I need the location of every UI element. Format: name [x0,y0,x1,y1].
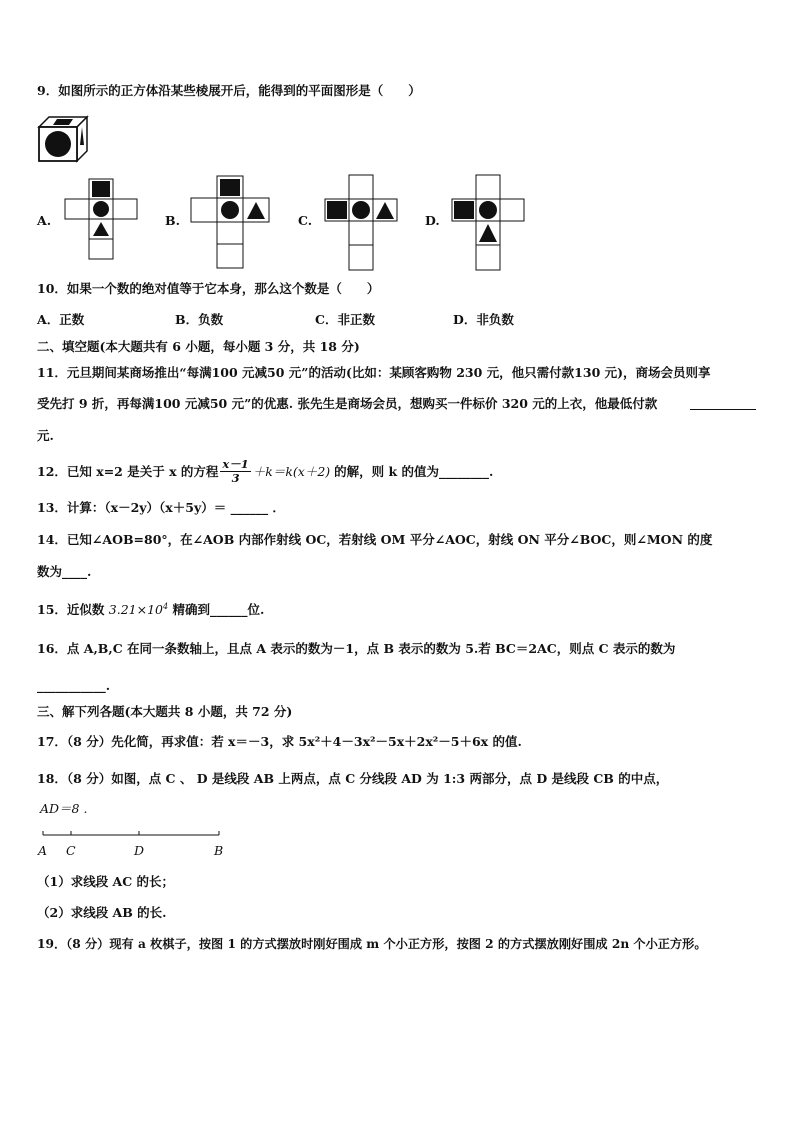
q11-line-1: 11．元旦期间某商场推出“每满100 元减50 元”的活动(比如：某顾客购物 230 元，他只需付款130 元)，商场会员则享 [37,365,711,380]
net-option-b[interactable] [190,175,272,271]
q18-line-2: AD＝8 . [40,801,88,816]
q17: 17．（8 分）先化简，再求值：若 x＝－3，求 5x²＋4－3x²－5x＋2x²－5＋6x 的值. [37,734,522,749]
q18-sub-1: （1）求线段 AC 的长； [37,874,175,889]
q15-prefix: 15．近似数 [37,602,105,618]
q16-line-2: ___________. [37,678,111,693]
q15 [37,598,264,619]
q10-option-c[interactable]: C．非正数 [315,312,375,327]
section-2-heading: 二、填空题(本大题共有 6 小题，每小题 3 分，共 18 分) [37,339,360,354]
q12-equation-rest: ＋k＝k(x＋2) [252,463,331,479]
q10-option-b[interactable]: B．负数 [175,312,224,327]
q10-option-a[interactable]: A．正数 [37,312,85,327]
q12-fraction-denominator: 3 [231,471,240,485]
q16-line-1: 16．点 A,B,C 在同一条数轴上，且点 A 表示的数为－1，点 B 表示的数为 5.若 BC＝2AC，则点 C 表示的数为 [37,641,676,656]
net-option-a[interactable] [62,178,142,260]
q13: 13．计算：（x－2y）（x＋5y）＝ ______ ． [37,500,285,515]
q9-option-c-label[interactable]: C. [298,213,313,228]
point-label-a: A [38,843,48,858]
q14-line-1: 14．已知∠AOB=80°，在∠AOB 内部作射线 OC，若射线 OM 平分∠AOC，射线 ON 平分∠BOC，则∠MON 的度 [37,532,713,547]
net-option-d[interactable] [450,174,528,272]
q9-option-b-label[interactable]: B. [165,213,180,228]
q18-line-1: 18．（8 分）如图，点 C 、 D 是线段 AB 上两点，点 C 分线段 AD 为 1:3 两部分，点 D 是线段 CB 的中点， [37,771,669,786]
net-option-c[interactable] [323,174,403,272]
q9-option-a-label[interactable]: A. [37,213,52,228]
q12-prefix: 12．已知 x=2 是关于 x 的方程 [37,463,219,479]
point-label-d: D [134,843,145,858]
q19: 19．（8 分）现有 a 枚棋子，按图 1 的方式摆放时刚好围成 m 个小正方形，按图 2 的方式摆放刚好围成 2n 个小正方形。 [37,937,707,951]
q10-option-d[interactable]: D．非负数 [453,312,514,327]
section-3-heading: 三、解下列各题(本大题共 8 小题，共 72 分) [37,704,293,719]
q10-stem: 10．如果一个数的绝对值等于它本身，那么这个数是（ ） [37,281,380,296]
q9-option-d-label[interactable]: D. [425,213,440,228]
q9-stem: 9．如图所示的正方体沿某些棱展开后，能得到的平面图形是（ ） [37,83,421,98]
q12-fraction-numerator: x－1 [222,457,249,471]
point-label-b: B [214,843,224,858]
q12 [37,458,493,485]
q15-suffix: 精确到______位. [172,602,265,618]
q11-line-3: 元. [37,428,54,443]
q12-fraction [220,458,250,485]
q12-suffix: 的解，则 k 的值为________. [334,463,494,479]
q14-line-2: 数为____. [37,564,92,579]
q11-line-2: 受先打 9 折，再每满100 元减50 元”的优惠. 张先生是商场会员，想购买一件标价 320 元的上衣，他最低付款 [37,396,658,411]
q15-number: 3.21×10 [108,602,163,618]
q11-answer-blank[interactable] [690,397,756,410]
point-label-c: C [66,843,76,858]
cube-figure [37,115,89,163]
q18-sub-2: （2）求线段 AB 的长. [37,905,167,920]
q15-exponent: 4 [162,602,169,611]
